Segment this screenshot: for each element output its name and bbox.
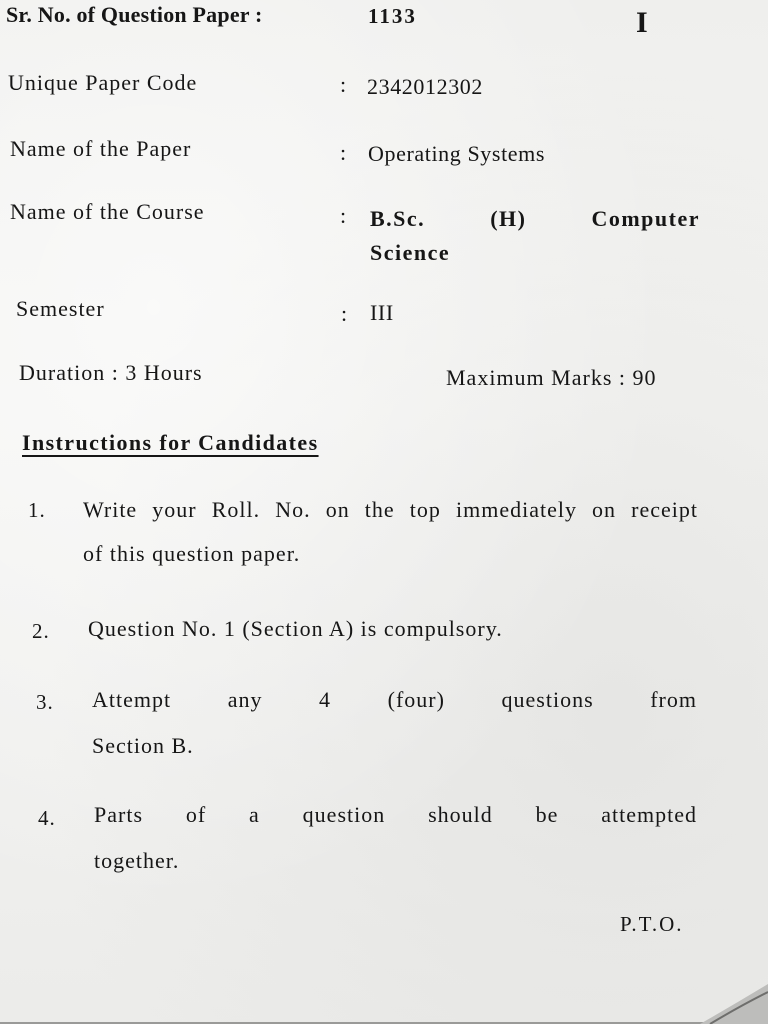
instruction-item	[94, 792, 697, 884]
serial-number-label: Sr. No. of Question Paper :	[6, 2, 263, 27]
instruction-line: Section B.	[92, 733, 194, 758]
semester-colon: :	[341, 301, 348, 326]
paper-code-label: Unique Paper Code	[8, 70, 198, 95]
paper-name-value: Operating Systems	[368, 141, 546, 166]
instruction-number: 2.	[32, 619, 50, 643]
paper-name-label: Name of the Paper	[10, 136, 192, 161]
instruction-line: Parts of a question should be attempted	[94, 802, 697, 827]
course-degree: B.Sc.	[370, 206, 426, 231]
semester-label: Semester	[16, 296, 105, 321]
instruction-number: 1.	[28, 498, 46, 522]
course-name-colon: :	[340, 203, 347, 228]
course-honours: (H)	[490, 206, 527, 231]
course-name-line1	[370, 202, 700, 236]
instruction-item	[83, 487, 698, 577]
instruction-item	[88, 606, 698, 652]
course-name-value	[370, 202, 700, 270]
course-name-line2: Science	[370, 240, 451, 265]
duration-text: Duration : 3 Hours	[19, 360, 203, 385]
instruction-line: Write your Roll. No. on the top immediately on receipt	[83, 497, 698, 522]
maximum-marks-text: Maximum Marks : 90	[446, 365, 657, 390]
course-name-label: Name of the Course	[10, 199, 205, 224]
instruction-line: together.	[94, 848, 180, 873]
paper-code-colon: :	[340, 72, 347, 97]
serial-number-value: 1133	[368, 4, 417, 28]
instruction-number: 4.	[38, 806, 56, 830]
paper-name-colon: :	[340, 140, 347, 165]
semester-value: III	[370, 300, 394, 325]
instruction-line: Question No. 1 (Section A) is compulsory.	[88, 616, 503, 641]
course-subject-word1: Computer	[591, 206, 700, 231]
please-turn-over-text: P.T.O.	[620, 912, 684, 936]
page-curl-shadow	[0, 944, 768, 1024]
instruction-number: 3.	[36, 690, 54, 714]
instruction-line: of this question paper.	[83, 541, 301, 566]
instruction-line: Attempt any 4 (four) questions from	[92, 687, 697, 712]
paper-set-mark: I	[636, 6, 648, 39]
instruction-item	[92, 677, 697, 769]
instructions-heading: Instructions for Candidates	[22, 430, 319, 455]
paper-code-value: 2342012302	[367, 74, 483, 99]
